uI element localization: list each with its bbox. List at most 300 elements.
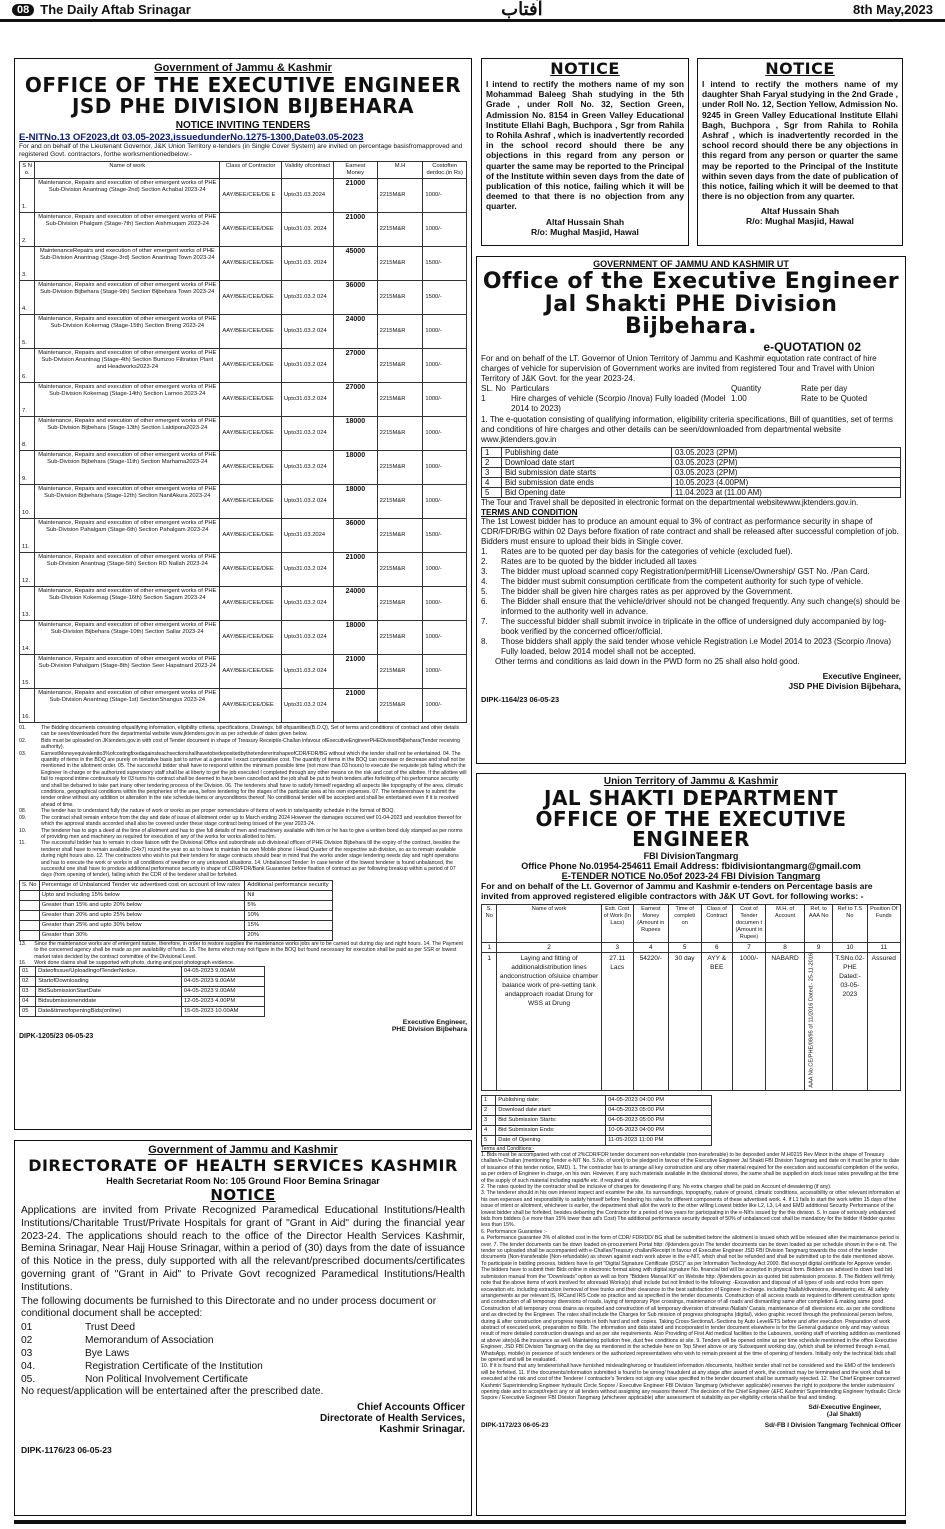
condition-text: Bids must be uploaded on JKtenders.gov.in with cost of Tender document in shape of Treasury Receipt/e-Challan infavour ofExecutiveEngineerPHEDivisionBijbehara(Tender receiving authority). (41, 737, 461, 751)
table-cell: Upto31.03.2024 (281, 519, 333, 553)
term-number: 8. (481, 637, 488, 646)
table-cell: 10. (20, 485, 35, 519)
condition-item (19, 840, 467, 878)
term-text: Those bidders shall apply the said tender whose vehicle Registration i.e Model 2014 to 2023 (Scorpio /Inova) Fully loaded, below 2014 model shall not be accepted. (501, 637, 892, 656)
date-row (482, 1105, 712, 1115)
ad-health-services (14, 1140, 472, 1516)
table-cell: Maintenance, Repairs and execution of other emergent works of PHE Sub-Division Anantnag (Stage-2nd) Section Achabal 2023-24 (35, 179, 220, 213)
table-cell: 1000/- (423, 383, 467, 417)
table-cell: AAY/BEE/CEE/DEE (220, 383, 281, 417)
table-cell: Maintenance, Repairs and execution of other emergent works of PHE Sub-Division Kokernag (Stage-15th) Section Breng 2023-24 (35, 315, 220, 349)
ad1-conditions (19, 725, 467, 879)
ad3-phone: Office Phone No.01954-254611 Email Address: fbidivisiontangmarg@gmail.com (521, 861, 861, 871)
date-cell: 04-05-2023 9.00AM (181, 987, 264, 997)
table-cell: Upto31.03.2 024 (281, 689, 333, 723)
date-row (482, 458, 901, 468)
ad3-sd: Sd/-FB I Division Tangmarg Technical Officer (764, 1421, 901, 1429)
date-cell: StartofDownloading (36, 977, 182, 987)
notice1-name: Altaf Hussain Shah (545, 216, 625, 227)
ad2-particulars: SL. No Particulars Quantity Rate per day 1 Hire charges of vehicle (Scorpio /Inova) Fully loaded (Model 2014 to 2023) 1.00 Rate to be Quoted (481, 384, 868, 413)
table-cell: 2. (20, 213, 35, 247)
date-cell: 03.05.2023 (2PM) (672, 468, 901, 478)
ad-nit-bijbehara (14, 58, 472, 1130)
ad2-terms (481, 547, 901, 657)
ad2-sign1: Executive Engineer, (822, 671, 901, 681)
date-cell: 1 (482, 448, 502, 458)
table-cell: 1000/- (423, 621, 467, 655)
perf-row (20, 930, 333, 940)
ad2-dates-table (481, 447, 901, 498)
date-row (482, 1115, 712, 1125)
table-cell: Laying and fitting of additionaldistribution lines andconstruction ofsluice chamber balance work of pre-setting tank andapproach roadat Drung for WSS at Drung (497, 952, 601, 1090)
table-cell: Upto31.03.2 024 (281, 587, 333, 621)
perf-row (20, 910, 333, 920)
table-cell: NABARD (766, 952, 805, 1090)
date-cell: 2 (482, 458, 502, 468)
table-cell: 1000/- (423, 485, 467, 519)
table-cell: 7. (20, 383, 35, 417)
condition-number: 09. (19, 814, 27, 821)
term-item (481, 587, 901, 597)
perf-header: Additional performance security (245, 880, 332, 890)
term-text: The bidder must upload scanned copy Registration/permit/Hill License/Ownership/ GST No. /Pan Card. (501, 567, 870, 576)
newspaper-name: The Daily Aftab Srinagar (40, 2, 191, 17)
condition-item (19, 751, 467, 809)
table-cell: Maintenance, Repairs and execution of other emergent works of PHE Sub-Division Pahalgam (Stage-6th) Section Pahalgam 2023-24 (35, 519, 220, 553)
table-row (20, 179, 467, 213)
date-cell: 5 (482, 1135, 496, 1145)
term-item (481, 577, 901, 587)
table-cell: 27000 (334, 383, 378, 417)
date-cell: 02 (20, 977, 36, 987)
table-row (20, 621, 467, 655)
table-cell: 2215M&R (377, 655, 423, 689)
date-cell: 04-05-2023 9.00AM (181, 967, 264, 977)
date-cell: 2 (482, 1105, 496, 1115)
table-cell: 14. (20, 621, 35, 655)
ad-fbi-tangmarg (476, 773, 906, 1516)
table-cell: AAY/BEE/CEE/DEE (220, 417, 281, 451)
date-cell: Bid submission date starts (502, 468, 672, 478)
table-cell: AAY/BEE/CEE/DE E (220, 179, 281, 213)
term-item (481, 637, 901, 657)
table-cell: 15. (20, 655, 35, 689)
date-row (482, 1095, 712, 1105)
notice1-title: NOTICE (550, 59, 620, 78)
ad3-col-header: Position Of Funds (867, 904, 900, 942)
ad2-subtitle: e-QUOTATION 02 (763, 340, 861, 354)
date-cell: Dateofissue/UploadingofTenderNotice. (36, 967, 182, 977)
table-cell: Assured (867, 952, 900, 1090)
date-cell: Bid submission date ends (502, 478, 672, 488)
date-cell: Publishing date: (496, 1095, 606, 1105)
ad4-sign1: Chief Accounts Officer (357, 1401, 465, 1413)
table-cell: Upto31.03.2 024 (281, 451, 333, 485)
ad2-intro: For and on behalf of the LT. Governor of Union Territory of Jammu and Kashmir equotation rate contract of hire charges of vehicle for supervision of Government works are invited from registered Tour and Travel with Union Territory of J&K Govt. for the year 2023-24. (481, 354, 877, 383)
document-item (21, 1334, 465, 1347)
table-cell: AAY/BEE/CEE/DEE (220, 519, 281, 553)
table-cell: 1500/- (423, 281, 467, 315)
date-cell: 03.05.2023 (2PM) (672, 458, 901, 468)
perf-cell: Greater than 30% (39, 930, 245, 940)
ad3-col-number: 1 (482, 942, 497, 952)
ad2-title2: Jal Shakti PHE Division Bijbehara. (544, 292, 838, 339)
ad3-col-number: 6 (701, 942, 732, 952)
document-number: 01 (21, 1322, 33, 1334)
date-cell: Date of Opening (496, 1135, 606, 1145)
condition-text: The Bidding documents consisting ofqualifying information, eligibility criteria, specifications, Drawings, bill ofquantities(B.O.Q), Set of terms and conditions of contract and other details can be seen/downloaded from the departmental website www.jktenders.gov.in as per schedule of dates given below. (41, 725, 460, 738)
perf-row (20, 900, 333, 910)
ad3-col-number: 9 (805, 942, 833, 952)
table-row (20, 383, 467, 417)
table-cell: 5. (20, 315, 35, 349)
table-cell: 2215M&R (377, 213, 423, 247)
document-name: Registration Certificate of the Institution (85, 1361, 263, 1373)
table-cell: 2215M&R (377, 281, 423, 315)
ad3-notice: E-TENDER NOTICE No.05of 2023-24 FBI Division Tangmarg (561, 871, 821, 881)
ad1-col-header: Earnest Money (334, 162, 378, 179)
ad2-title1: Office of the Executive Engineer (482, 269, 900, 294)
table-cell: 18000 (334, 621, 378, 655)
ad3-col-header: M.H. of Account (766, 904, 805, 942)
ad1-sign1: Executive Engineer, (402, 1019, 467, 1027)
term-text: The bidder shall be given hire charges rates as per approved by the Government. (501, 587, 793, 596)
ad1-col-header: M.H (377, 162, 423, 179)
table-cell: 9. (20, 451, 35, 485)
table-cell: Maintenance, Repairs and execution of other emergent works of PHE Sub-Division Pahalgam (Stage-8th) Section Seer Hapatnard 2023-24 (35, 655, 220, 689)
newspaper-logo: آفتاب (501, 0, 543, 20)
perf-cell: 15% (245, 920, 332, 930)
ad3-dipk: DIPK-1172/23 06-05-23 (481, 1421, 549, 1429)
table-cell: Maintenance, Repairs and execution of other emergent works of PHE Sub-Division Kokernag (Stage-14th) Section Larnoo 2023-24 (35, 383, 220, 417)
ad2-terms-head: TERMS AND CONDITION (481, 508, 578, 517)
condition-item (19, 725, 467, 738)
table-cell: T.SNo.02-PHE Dated:- 03-05-2023 (833, 952, 867, 1090)
date-cell: 04 (20, 997, 36, 1007)
ad3-division: FBI DivisionTangmarg (643, 851, 739, 861)
ad2-tour: The Tour and Travel shall be deposited in electronic format on the departmental websitewww.jktenders.gov.in. (481, 498, 859, 507)
table-cell: 2215M&R (377, 247, 423, 281)
document-number: 05. (21, 1374, 36, 1386)
ad1-title1: OFFICE OF THE EXECUTIVE ENGINEER (24, 73, 462, 97)
ad3-title2: OFFICE OF THE EXECUTIVE ENGINEER (535, 807, 847, 851)
date-cell: 04-05-2023 05:00 PM (606, 1115, 712, 1125)
bottom-rule (14, 1520, 906, 1524)
ad4-secretariat: Health Secretariat Room No: 105 Ground Floor Bemina Srinagar (106, 1176, 380, 1186)
table-cell: 1000/- (423, 587, 467, 621)
document-name: Trust Deed (85, 1322, 136, 1334)
notice2-body: I intend to rectify the mothers name of my daughter Shah Faryal studying in the 2nd Grade , under Roll No. 12, Section Yellow, Admission No. 9245 in Green Valley Educational Institute Ellahi Bagh, Buchpora , Sgr from Rahila to Rohila Ashraf , which is inadvertently recorded in the school record should there be any objections in this regard from any person or quarter the same may be reported to the Principal of the Institute within seven days from the date of publication of this notice, failing which it will be deemed to that there is no objection from any quarter. (702, 79, 898, 202)
table-cell: Upto31.03.2 024 (281, 621, 333, 655)
ad4-sign2: Directorate of Health Services, (319, 1412, 465, 1424)
date-cell: 1 (482, 1095, 496, 1105)
term-text: Rates are to be quoted per day basis for the categories of vehicle (excluded fuel). (501, 547, 793, 556)
date-cell: 15-05-2023 10.00AM (181, 1007, 264, 1017)
table-cell: Upto31.03.2 024 (281, 553, 333, 587)
table-row (20, 553, 467, 587)
ad1-title2: JSD PHE DIVISION BIJBEHARA (71, 94, 415, 118)
ad3-t2: 2. The rates quoted by the contractor shall be inclusive of charges for dewatering if any. No extra charges shall be paid on Account of dewatering (if any). (481, 1184, 832, 1190)
table-cell: 1000/- (423, 689, 467, 723)
date-cell: 11.04.2023 at (11.00 AM) (672, 488, 901, 498)
ad3-col-header: Class of Contract (701, 904, 732, 942)
perf-row (20, 890, 333, 900)
date-cell: Bid Submission Ends: (496, 1125, 606, 1135)
table-cell: 1000/- (423, 179, 467, 213)
term-text: The Bidder shall ensure that the vehicle/driver should not be changed frequently. Any such change(s) should be informed to the authority well in advance. (501, 597, 900, 616)
ad3-col-header: Name of work (497, 904, 601, 942)
table-cell: 21000 (334, 553, 378, 587)
ad3-dates-table (481, 1095, 712, 1146)
table-cell: 12. (20, 553, 35, 587)
perf-cell: Upto and including 15% below (39, 890, 245, 900)
document-number: 02 (21, 1335, 33, 1347)
table-row (20, 689, 467, 723)
table-cell: 30 day (668, 952, 701, 1090)
date-cell: 04-05-2023 04:00 PM (606, 1095, 712, 1105)
ad3-sign2: (Jal Shakti) (826, 1410, 861, 1418)
term-number: 6. (481, 597, 488, 606)
table-cell: AAY/BEE/CEE/DEE (220, 621, 281, 655)
table-cell: 1000/- (423, 349, 467, 383)
document-number: 04. (21, 1361, 36, 1373)
table-cell: 1000/- (732, 952, 765, 1090)
issue-date: 8th May,2023 (853, 2, 933, 17)
ad4-dipk: DIPK-1176/23 06-05-23 (21, 1444, 112, 1455)
table-row (20, 315, 467, 349)
ad3-col-header: Time of completi on (668, 904, 701, 942)
term-item (481, 597, 901, 617)
ad-equotation (476, 256, 906, 764)
date-cell: Bid Submission Starts: (496, 1115, 606, 1125)
ad3-col-number: 5 (668, 942, 701, 952)
table-cell: AAY/BEE/CEE/DEE (220, 315, 281, 349)
table-cell: 2215M&R (377, 519, 423, 553)
term-number: 4. (481, 577, 488, 586)
table-cell: Upto31.03.2 024 (281, 485, 333, 519)
date-cell: 04-05-2023 05:00 PM (606, 1105, 712, 1115)
date-row (20, 1007, 265, 1017)
table-row (20, 349, 467, 383)
term-text: Rates are to be quoted by the bidder included all taxes (501, 557, 697, 566)
perf-cell: 5% (245, 900, 332, 910)
date-cell: 12-05-2023 4.00PM (181, 997, 264, 1007)
ad3-col-number: 4 (633, 942, 668, 952)
ad2-gov: GOVERNMENT OF JAMMU AND KASHMIR UT (593, 259, 789, 269)
ad2-dipk: DIPK-1164/23 06-05-23 (481, 695, 560, 704)
perf-header: S. No (20, 880, 40, 890)
table-row (20, 655, 467, 689)
term-number: 5. (481, 587, 488, 596)
date-row (482, 448, 901, 458)
date-cell: Publishing date (502, 448, 672, 458)
ad4-last: No request/application will be entertained after the prescribed date. (21, 1386, 324, 1398)
table-cell: 18000 (334, 451, 378, 485)
table-cell: 24000 (334, 315, 378, 349)
notice2-address: R/o: Mughal Masjid, Hawal (746, 216, 854, 227)
table-cell: Maintenance, Repairs and execution of other emergent works of PHE Sub-Division Kokernag (Stage-16th) Section Sagam 2023-24 (35, 587, 220, 621)
condition-text: The successful bidder has to remain in close liaison with the Divisional Office and subordinate sub divisional offices of PHE Division Bijbehara till the expiry of the contract, besides the tenderer shall have to remain available (24x7) round the year so as to have to maintain his own Mobile phone I Head Quarter of the respective sub division, so as to remain available during night hours also. 12. The contractors who wish to put their tenders for stage contracts should bear in mind that the works under stage tendering needs day and night operations and has to execute the work or works in all conditions of weather or any untoward situations. 14. Unbalanced Tender: In case tender of the lowest tenderer is found unbalanced, the successful one shall have to produce additional performance security in shape of CDR/FDR/Bank Guarantee before fixation of contract as per following breakup within a period of 07 days (from opening of tender), failing which the CDR of the tenderer shall be forfeited. (41, 840, 460, 879)
date-row (20, 997, 265, 1007)
table-cell: 2215M&R (377, 689, 423, 723)
notice-2 (697, 58, 903, 246)
condition-text: EarnestMoneyequivalentto3%ofcostingfixedagainsteachsectionshallhavetobedepositedbythetendererinshapeofCDR/FDR/BG without which the tender shall not be entertained. 04. The quantity of items in the BOQ are purely on tentative basis just to arrive at a genuine I exact comparative cost. The quantity of items in the BOQ can increase or decrease and shall not be mentioned in the allotment order. 05. The successful bidder shall have to respond within the minimum possible time (not more than 03 hours) to execute the requisite job failing which the Engineer In-charge or the authorized supervisory staff shall be at liberty to get the job executed I completed through any other means on the risk and cost of the allottee. If the allottee will fail to respond intime continuously for 03 turns his contract shall be deemed to have been cancelled and the job shall be put to fresh tenders after forfeiting of his performance security and shall be debarred to take part inany other tendering process of the Division. 06. The tenderers shall have to satisfy himself regarding all aspects like topography of the area, climatic conditions, geographical conditions within the peripheries of the area, before tendering for the stages of the particular area at his own expenses. 07. The tenderershave to submit the tender online without any addition or alteration in the rate schedule items or anyconditions thereof. No conditional tender will be accepted and shall be entertained even if it is received ahead of time. (41, 750, 467, 808)
condition-text: The tender has to understand fully the nature of work or works as per proper nomenclature of items of work in rate/quantity schedule in the format of BOQ. (41, 808, 395, 815)
date-cell: 11-05-2023 11:00 PM (606, 1135, 712, 1145)
table-cell: Maintenance, Repairs and execution of other emergent works of PHE Sub-Division Bijbehara (Stage-11th) Section Marhama2023-24 (35, 451, 220, 485)
term-item (481, 617, 901, 637)
ad3-intro: For and on behalf of the Lt. Governor of Jammu and Kashmir e-tenders on Percentage basis are invited from approved registered eligible contractors with J&K UT Govt. for following works: - (481, 881, 873, 902)
table-cell: Upto31.03.2 024 (281, 655, 333, 689)
perf-cell (20, 890, 40, 900)
perf-cell: 10% (245, 910, 332, 920)
notice2-name: Altaf Hussain Shah (760, 206, 840, 217)
date-row (482, 1135, 712, 1145)
table-cell: 18000 (334, 485, 378, 519)
document-number: 03 (21, 1348, 33, 1360)
table-cell: 2215M&R (377, 349, 423, 383)
condition-number: 03. (19, 750, 27, 757)
ad1-works-table (19, 161, 467, 723)
table-cell: 36000 (334, 281, 378, 315)
date-cell: 4 (482, 1125, 496, 1135)
table-cell: 45000 (334, 247, 378, 281)
condition-item (19, 815, 467, 828)
table-cell: 54220/- (633, 952, 668, 1090)
table-cell: 8. (20, 417, 35, 451)
table-cell: AAY/BEE/CEE/DEE (220, 689, 281, 723)
table-cell: Maintenance, Repairs and execution of other emergent works of PHE Sub-Division Anantnag (Stage-5th) Section RD Nallah 2023-24 (35, 553, 220, 587)
term-item (481, 547, 901, 557)
table-cell: AAA No.CE/PHE/08/95 of 11/2016 Dated:- 25-11-2016 (805, 952, 833, 1090)
ad3-works-table (481, 904, 901, 1091)
newspaper-header (0, 0, 945, 22)
notice2-title: NOTICE (765, 59, 835, 78)
ad4-sign3: Kashmir Srinagar. (379, 1423, 465, 1435)
ad1-col-header: S N o. (20, 162, 35, 179)
table-cell: AAY/BEE/CEE/DEE (220, 553, 281, 587)
table-cell: Upto31.03. 2024 (281, 247, 333, 281)
ad4-gov: Government of Jammu and Kashmir (148, 1144, 338, 1156)
table-cell: 18000 (334, 417, 378, 451)
table-cell: 2215M&R (377, 417, 423, 451)
date-row (20, 987, 265, 997)
ad4-document-list (21, 1321, 465, 1386)
table-cell: 2215M&R (377, 587, 423, 621)
table-cell: 2215M&R (377, 315, 423, 349)
ad3-t3: 3. The tenderer should in his own interest inspect and examine the site, its surroundings, topography, nature of ground, climatic conditions, accessibility or other relevant information at his own expenses and responsibility to satisfy himself before Tendering his rates for different components of these advertised work. 4. If L1 fails to start the work within 15 days of the issue of intent or allotment, whichever is earlier, the department shall allot the work to the other willing Lowest bidder like L2, L3, L4 and EMD additional Security Performance of the lowest bidder shall be forfeited, besides debarring the Contractor for a period of two years for participating in the e-NIt's issued by the this division. 5. In case of seriously unbalanced bids from bidders (i.e more than 15% lower than ad's Cost) The additional performance security deposit of 50% of unbalanced cost shall be mandatory for the bidder if bidder quotes less than 15%. (481, 1190, 900, 1229)
date-cell: 04-05-2023 9.00AM (181, 977, 264, 987)
table-cell: 24000 (334, 587, 378, 621)
perf-cell (20, 900, 40, 910)
date-cell: 10.05.2023 (4.00PM) (672, 478, 901, 488)
document-name: Non Political Involvement Certificate (85, 1374, 249, 1386)
table-cell: 6. (20, 349, 35, 383)
table-cell: Upto31.03.2 024 (281, 417, 333, 451)
perf-cell (20, 910, 40, 920)
ad3-col-header: Ref. to AAA No (805, 904, 833, 942)
table-cell: 2215M&R (377, 179, 423, 213)
ad1-nit-number: E-NITNo.13 OF2023,dt 03.05-2023,issuedunderNo.1275-1300,Date03.05-2023 (19, 132, 364, 143)
ad3-ut: Union Territory of Jammu & Kashmir (603, 776, 779, 787)
date-cell: 3 (482, 1115, 496, 1125)
table-cell: Maintenance, Repairs and execution of other emergent works of PHE Sub-Division Bijbehara (Stage-12th) Section NanilAkura 2023-24 (35, 485, 220, 519)
table-cell: AAY/BEE/CEE/DEE (220, 349, 281, 383)
table-cell: 2215M&R (377, 621, 423, 655)
date-cell: Download date start: (496, 1105, 606, 1115)
table-row (20, 247, 467, 281)
table-cell: 1. (20, 179, 35, 213)
term-item (481, 567, 901, 577)
table-cell: 1000/- (423, 315, 467, 349)
ad3-col-header: S. No (482, 904, 497, 942)
ad3-col-number: 3 (601, 942, 633, 952)
ad1-dates-table (19, 966, 265, 1017)
table-cell: 27000 (334, 349, 378, 383)
ad4-body: Applications are invited from Private Recognized Paramedical Educational Institutions/Health Institutions/Charitable Trust/Private Hospitals for grant of "Grant in Aid" during the financial year 2023-24. The applications should reach to the office of the Director Health Services Kashmir, Bemina Srinagar, Near Hajj House Srinagar, within a period of (30) days from the date of issuance of this Notice in the press, duly supported with all the relevant/prescribed documents/certificates governing grant of "Grant in Aid" to Private Govt recognized Paramedical Institutions/Health Institutions. (21, 1205, 465, 1293)
perf-cell: Greater than 20% and upto 25% below (39, 910, 245, 920)
date-row (482, 478, 901, 488)
term-number: 1. (481, 547, 488, 556)
term-text: The successful bidder shall submit invoice in triplicate in the office of undersigned duly accompanied by log-book verified by the concerned officer/official. (501, 617, 887, 636)
date-cell: 03.05.2023 (2PM) (672, 448, 901, 458)
ad4-body2: The following documents be furnished to this Directorate and no under process document or conditional document shall be accepted: (21, 1295, 437, 1320)
table-cell: 11. (20, 519, 35, 553)
document-item (21, 1360, 465, 1373)
table-cell: AAY/BEE/CEE/DEE (220, 281, 281, 315)
condition-text: The tenderer has to sign a deed at the time of allotment and has to give full details of men and machinery available with him or he has to give a written bond duly stamped as per norms of providing men and machinery as required for execution of any of the works for works allotted to him. (41, 827, 463, 840)
ad1-col-header: Validity ofcontract (281, 162, 333, 179)
table-cell: 21000 (334, 213, 378, 247)
table-cell: Upto31.03.2 024 (281, 281, 333, 315)
perf-header: Percentage of Unbalanced Tender viz advertised cost on account of low rates (39, 880, 245, 890)
table-cell: 16. (20, 689, 35, 723)
term-number: 3. (481, 567, 488, 576)
table-cell: AAY/BEE/CEE/DEE (220, 247, 281, 281)
ad3-footer (481, 1422, 901, 1429)
ad1-gov: Government of Jammu & Kashmir (154, 62, 332, 74)
date-row (20, 977, 265, 987)
table-cell: 1000/- (423, 655, 467, 689)
condition-number: 10. (19, 827, 27, 834)
table-cell: Maintenance, Repairs and execution of other emergent works of PHE Sub-Division Phalgam (Stage-7th) Section Aishmuqam 2023-24 (35, 213, 220, 247)
table-row (20, 281, 467, 315)
table-row (20, 451, 467, 485)
ad3-t1: 1. Bids must be accompanied with cost of 2%CDR/FDR tender document non-refundable (non-transferable) to be deposited under M.H0215 Rev Minor in the shape of Treasury challan/e-Challan (mentioning Tender e-NIT No. S.No. of work) to be pledged in favour of the Executive Engineer Jal Shakti FBI Division Tangmarg and date on it must be prior to date of issuance of this tender notice, EMD). 1. The contractor has to arrange all key construction and any other material required for the execution and successful completion of the works, as per orders of Engineer in charge, on his own. However, if any such materials available in the divisional stores, the same shall be supplied on stock issue rates prevailing at the time of the supply of such material including rapid/fe etc. if required at site. (481, 1151, 900, 1184)
document-name: Memorandum of Association (85, 1335, 214, 1347)
ad4-title: DIRECTORATE OF HEALTH SERVICES KASHMIR (28, 1156, 458, 1175)
table-cell: AYY & BEE (701, 952, 732, 1090)
date-cell: 05 (20, 1007, 36, 1017)
table-cell: 2215M&R (377, 485, 423, 519)
ad4-notice: NOTICE (210, 1186, 276, 1204)
table-cell: 3. (20, 247, 35, 281)
ad1-intro: For and on behalf of the Lieutenant Governor, J&K Union Territory e-tenders (in Single Cover System) are invited on percentage basisfromapproved and registered Govt. contractors, forthe worksmentionedbelow:- (19, 143, 463, 158)
table-cell: Maintenance, Repairs and execution of other emergent works of PHE Sub-Division Anantnag (Stage-4th) Section Bumzoo Filtration Plant and Headworks2023-24 (35, 349, 220, 383)
table-cell: Upto31.03.2 024 (281, 383, 333, 417)
table-cell: Maintenance, Repairs and execution of other emergent works of PHE Sub-Division Anantnag (Stage-1st) SectionShangus 2023-24 (35, 689, 220, 723)
ad1-col-header: Class of Contractor (220, 162, 281, 179)
table-cell: 2215M&R (377, 383, 423, 417)
ad3-col-number: 2 (497, 942, 601, 952)
table-cell: AAY/BEE/CEE/DEE (220, 655, 281, 689)
term-text: The bidder must submit consumption certificate from the competent authority for such type of vehicle. (501, 577, 864, 586)
ad3-col-number: 8 (766, 942, 805, 952)
table-row (20, 213, 467, 247)
term-item (481, 557, 901, 567)
date-cell: Bid Opening date (502, 488, 672, 498)
table-cell: AAY/BEE/CEE/DEE (220, 485, 281, 519)
